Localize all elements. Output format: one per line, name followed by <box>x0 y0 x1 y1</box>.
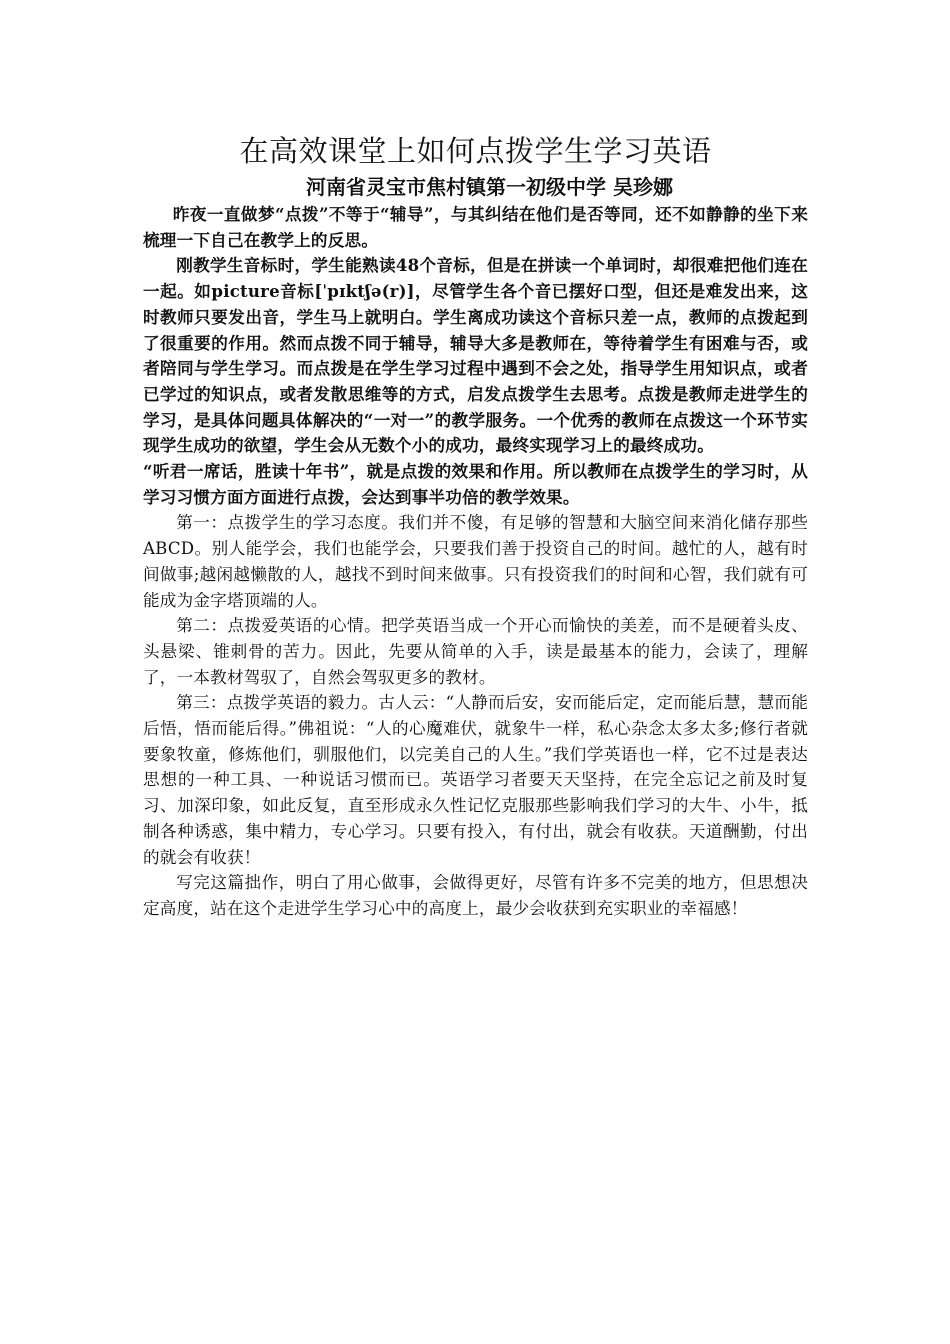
author-line: 河南省灵宝市焦村镇第一初级中学 吴珍娜 <box>306 175 673 199</box>
paragraph-point-two: 第二：点拨爱英语的心情。把学英语当成一个开心而愉快的美差，而不是硬着头皮、头悬梁、锥刺骨的苦力。因此，先要从简单的入手，读是最基本的能力，会读了，理解了，一本教材驾驭了，自然会驾驭更多的教材。 <box>143 616 808 687</box>
paragraph-intro: 昨夜一直做梦“点拨”不等于“辅导”，与其纠结在他们是否等同，还不如静静的坐下来梳理一下自己在教学上的反思。 <box>143 204 808 250</box>
paragraph-point-one: 第一：点拨学生的学习态度。我们并不傻，有足够的智慧和大脑空间来消化储存那些ABCD。别人能学会，我们也能学会，只要我们善于投资自己的时间。越忙的人，越有时间做事;越闲越懒散的人，越找不到时间来做事。只有投资我们的时间和心智，我们就有可能成为金字塔顶端的人。 <box>143 513 808 610</box>
paragraph-quote: “听君一席话，胜读十年书”，就是点拨的效果和作用。所以教师在点拨学生的学习时，从学习习惯方面方面进行点拨，会达到事半功倍的教学效果。 <box>143 461 808 507</box>
document-title: 在高效课堂上如何点拨学生学习英语 <box>239 134 712 168</box>
paragraph-point-three: 第三：点拨学英语的毅力。古人云：“人静而后安，安而能后定，定而能后慧，慧而能后悟，悟而能后得。”佛祖说：“人的心魔难伏，就象牛一样，私心杂念太多太多;修行者就要象牧童，修炼他们，驯服他们，以完美自己的人生。”我们学英语也一样，它不过是表达思想的一种工具、一种说话习惯而已。英语学习者要天天坚持，在完全忘记之前及时复习、加深印象，如此反复，直至形成永久性记忆克服那些影响我们学习的大牛、小牛，抵制各种诱惑，集中精力，专心学习。只要有投入，有付出，就会有收获。天道酬勤，付出的就会有收获！ <box>143 693 808 867</box>
paragraph-phonetics: 刚教学生音标时，学生能熟读48个音标，但是在拼读一个单词时，却很难把他们连在一起。如picture音标[ˈpɪktʃə(r)]，尽管学生各个音已摆好口型，但还是难发出来，这时教师只要发出音，学生马上就明白。学生离成功读这个音标只差一点，教师的点拨起到了很重要的作用。然而点拨不同于辅导，辅导大多是教师在，等待着学生有困难与否，或者陪同与学生学习。而点拨是在学生学习过程中遇到不会之处，指导学生用知识点，或者已学过的知识点，或者发散思维等的方式，启发点拨学生去思考。点拨是教师走进学生的学习，是具体问题具体解决的“一对一”的教学服务。一个优秀的教师在点拨这一个环节实现学生成功的欲望，学生会从无数个小的成功，最终实现学习上的最终成功。 <box>143 255 808 456</box>
paragraph-conclusion: 写完这篇拙作，明白了用心做事，会做得更好，尽管有许多不完美的地方，但思想决定高度，站在这个走进学生学习心中的高度上，最少会收获到充实职业的幸福感！ <box>143 873 808 918</box>
document-page <box>143 132 808 922</box>
